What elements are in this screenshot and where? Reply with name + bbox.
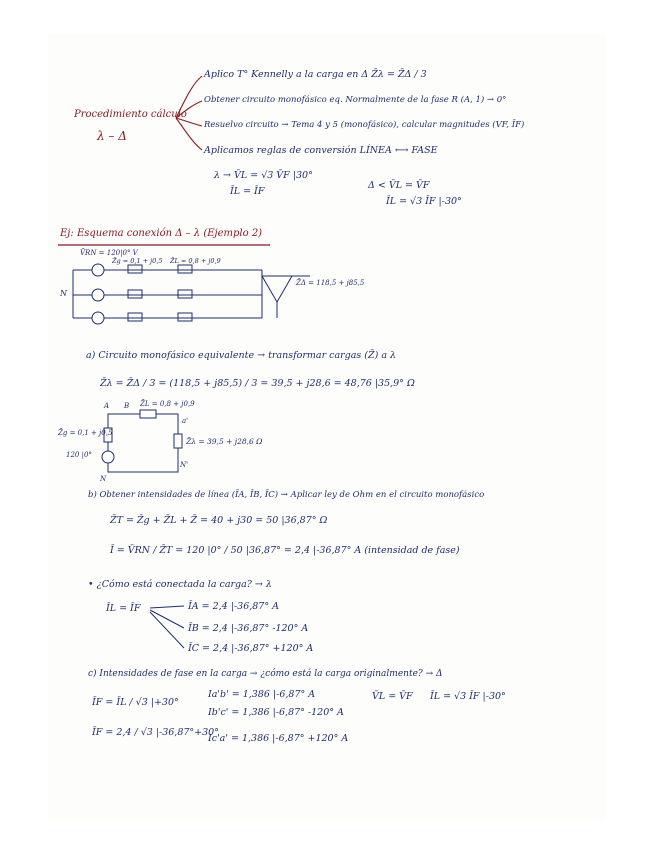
part-c-phase-current-formula: ĪF = ĪL / √3 |+30°: [92, 697, 179, 708]
single-phase-circuit: [102, 410, 182, 472]
lambda-rule-voltage: λ → V̄L = √3 V̄F |30°: [214, 170, 313, 181]
part-a-node-n1: N': [180, 461, 189, 469]
current-arrows: [150, 606, 184, 648]
part-c-phase-current-value: ĪF = 2,4 / √3 |-36,87°+30°: [92, 727, 219, 738]
part-a-source-label: 120 |0°: [66, 451, 92, 459]
circuit-source-label: V̄RN = 120|0° V: [80, 249, 138, 257]
part-a-node-b: B: [124, 402, 130, 410]
procedure-label: Procedimiento cálculo: [74, 109, 187, 120]
mode-label: λ – Δ: [97, 129, 127, 143]
circuit-zl-label: Z̄L = 0,8 + j0,9: [170, 257, 221, 265]
part-b-total-impedance: Z̄T = Z̄g + Z̄L + Z̄ = 40 + j30 = 50 |36,87° Ω: [110, 515, 328, 526]
part-c-current-ab: Ia'b' = 1,386 |-6,87° A: [208, 689, 316, 700]
step-kennelly: Aplico T° Kennelly a la carga en Δ Z̄λ = Z̄Δ / 3: [204, 69, 427, 80]
step-monophase: Obtener circuito monofásico eq. Normalmente de la fase R (A, 1) → 0°: [204, 95, 507, 105]
circuit-load-label: Z̄Δ = 118,5 + j85,5: [296, 279, 365, 287]
part-b-question: • ¿Cómo está conectada la carga? → λ: [88, 579, 272, 590]
delta-rule-current: ĪL = √3 ĪF |-30°: [386, 196, 462, 207]
part-a-node-n: N: [100, 475, 107, 483]
part-a-zg-label: Z̄g = 0,1 + j0,5: [58, 429, 113, 437]
part-b-current-a: ĪA = 2,4 |-36,87° A: [188, 601, 279, 612]
part-a-equation: Z̄λ = Z̄Δ / 3 = (118,5 + j85,5) / 3 = 39,5 + j28,6 = 48,76 |35,9° Ω: [100, 378, 415, 389]
part-b-current-c: ĪC = 2,4 |-36,87° +120° A: [188, 643, 314, 654]
part-a-title: a) Circuito monofásico equivalente → transformar cargas (Z̄) a λ: [86, 350, 397, 361]
example-title: Ej: Esquema conexión Δ – λ (Ejemplo 2): [60, 228, 263, 239]
step-solve: Resuelvo circuito → Tema 4 y 5 (monofásico), calcular magnitudes (VF, ĪF): [204, 120, 525, 130]
lambda-rule-current: ĪL = ĪF: [230, 186, 265, 197]
circuit-zg-label: Z̄g = 0,1 + j0,5: [112, 257, 163, 265]
delta-rule-voltage: Δ < V̄L = V̄F: [368, 180, 430, 191]
three-phase-circuit: [73, 264, 310, 324]
step-conversion: Aplicamos reglas de conversión LÍNEA ⟷ FASE: [204, 145, 438, 156]
part-a-node-a: A: [104, 402, 110, 410]
part-c-current-ca: Ic'a' = 1,386 |-6,87° +120° A: [208, 733, 349, 744]
part-c-rule-voltage: V̄L = V̄F: [372, 691, 413, 702]
part-a-load-label: Z̄λ = 39,5 + j28,6 Ω: [186, 437, 263, 446]
part-c-rule-current: ĪL = √3 ĪF |-30°: [430, 691, 506, 702]
circuit-neutral-label: N: [60, 289, 67, 298]
part-b-current-b: ĪB = 2,4 |-36,87° -120° A: [188, 623, 309, 634]
part-b-il-if: ĪL = ĪF: [106, 603, 141, 614]
part-a-zl-label: Z̄L = 0,8 + j0,9: [140, 400, 195, 408]
part-b-title: b) Obtener intensidades de línea (ĪA, ĪB, ĪC) → Aplicar ley de Ohm en el circuito monofásico: [88, 490, 485, 500]
part-c-title: c) Intensidades de fase en la carga → ¿cómo está la carga originalmente? → Δ: [88, 669, 443, 679]
part-a-node-a1: a': [182, 417, 189, 425]
part-c-current-bc: Ib'c' = 1,386 |-6,87° -120° A: [208, 707, 344, 718]
part-b-current: Ī = V̄RN / Z̄T = 120 |0° / 50 |36,87° = 2,4 |-36,87° A (intensidad de fase): [110, 545, 460, 556]
